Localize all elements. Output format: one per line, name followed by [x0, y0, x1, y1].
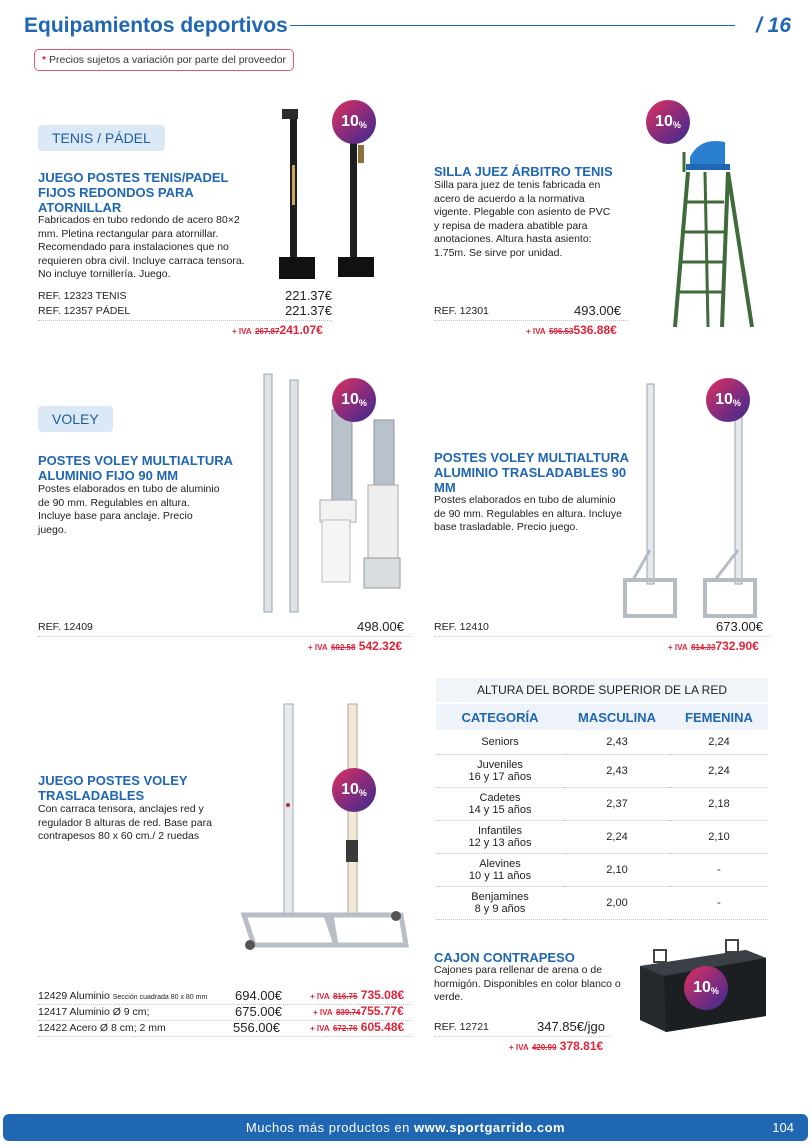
ref-code: REF. 12323 TENIS [38, 290, 127, 302]
price: 221.37€ [285, 288, 332, 303]
iva-label: + IVA [313, 1008, 333, 1017]
ref-detail: Sección cuadrada 80 x 80 mm [112, 994, 208, 1001]
iva-old-price: 672.76 [332, 1024, 358, 1033]
column-header: FEMENINA [685, 709, 753, 725]
volleyball-mobile-posts-image [615, 380, 775, 620]
page-number: 104 [772, 1120, 794, 1135]
table-row [436, 754, 768, 787]
divider [38, 320, 332, 321]
discount-badge [332, 378, 376, 422]
discount-badge [706, 378, 750, 422]
column-header: CATEGORÍA [461, 709, 539, 725]
price: 673.00€ [716, 619, 763, 634]
column-header: MASCULINA [578, 709, 656, 725]
discount-badge [684, 966, 728, 1010]
table-cell: 2,43 [564, 754, 670, 787]
category-age: 16 y 17 años [468, 770, 532, 783]
price: 221.37€ [285, 303, 332, 318]
iva-label: + IVA [310, 992, 330, 1001]
table-cell [436, 820, 564, 853]
badge-value: 10 [341, 391, 359, 408]
ref-code [38, 990, 207, 1002]
footer-website-link[interactable]: www.sportgarrido.com [413, 1120, 566, 1135]
product-description: Postes elaborados en tubo de aluminio de 90 mm. Regulables en altura. Incluye base para anclaje. Precio juego. [38, 483, 220, 536]
table-row [436, 820, 768, 853]
divider [434, 1036, 610, 1037]
table-cell: 2,24 [564, 820, 670, 853]
category-name: Seniors [481, 735, 519, 748]
table-row [436, 787, 768, 820]
category-name: Infantiles [477, 824, 523, 837]
iva-new-price: 605.48€ [360, 1020, 405, 1034]
table-cell: 2,00 [564, 886, 670, 919]
table-cell [436, 754, 564, 787]
category-name: Cadetes [479, 791, 521, 804]
category-name: Benjamines [471, 890, 529, 903]
iva-label: + IVA [308, 643, 328, 652]
iva-old-price: 267.87 [254, 327, 280, 336]
badge-pct: % [358, 119, 367, 130]
ref-code: REF. 12721 [434, 1021, 489, 1033]
price-note [34, 49, 294, 71]
badge-pct: % [710, 985, 719, 996]
badge-value: 10 [341, 781, 359, 798]
net-height-table-title: ALTURA DEL BORDE SUPERIOR DE LA RED [436, 678, 768, 702]
price-with-iva [232, 323, 323, 337]
price: 493.00€ [574, 303, 621, 318]
iva-new-price: 732.90€ [715, 639, 759, 653]
divider [38, 636, 412, 637]
page-title: Equipamientos deportivos [24, 14, 288, 37]
badge-pct: % [358, 787, 367, 798]
category-age: 10 y 11 años [468, 869, 532, 882]
volleyball-posts-set-image [236, 700, 416, 955]
note-text: Precios sujetos a variación por parte del proveedor [49, 54, 286, 66]
badge-pct: % [732, 397, 741, 408]
product-description: Cajones para rellenar de arena o de hormigón. Disponibles en color blanco o verde. [434, 964, 621, 1003]
table-cell: 2,43 [564, 730, 670, 754]
iva-label: + IVA [232, 327, 252, 336]
category-age: 8 y 9 años [474, 902, 526, 915]
price-with-iva [526, 323, 617, 337]
note-star: * [42, 54, 47, 66]
table-cell [436, 730, 564, 754]
table-row [436, 886, 768, 919]
iva-label: + IVA [668, 643, 688, 652]
product-title: JUEGO POSTES TENIS/PADEL FIJOS REDONDOS PARA ATORNILLAR [38, 170, 229, 215]
ref-code: 12417 Aluminio Ø 9 cm; [38, 1006, 150, 1018]
table-cell: 2,24 [670, 754, 768, 787]
product-title: CAJON CONTRAPESO [434, 950, 575, 965]
table-cell: 2,10 [670, 820, 768, 853]
product-description: Fabricados en tubo redondo de acero 80×2 mm. Pletina rectangular para atornillar. Recomendado para instalaciones que no requieren obra civil. Incluye carraca tensora. No incluye tornillería. Juego. [38, 214, 245, 280]
iva-old-price: 602.58 [330, 643, 356, 652]
product-title: POSTES VOLEY MULTIALTURA ALUMINIO FIJO 90 MM [38, 453, 233, 483]
iva-old-price: 420.90 [531, 1043, 557, 1052]
price: 675.00€ [235, 1004, 282, 1019]
net-height-table [436, 704, 768, 920]
iva-label: + IVA [526, 327, 546, 336]
iva-old-price: 596.53 [548, 327, 574, 336]
table-cell: - [670, 886, 768, 919]
divider [434, 636, 770, 637]
discount-badge [332, 768, 376, 812]
price-with-iva [310, 1020, 404, 1034]
iva-new-price: 241.07€ [279, 323, 323, 337]
price: 498.00€ [357, 619, 404, 634]
badge-value: 10 [693, 979, 711, 996]
section-page-number: / 16 [756, 14, 792, 37]
table-row [436, 853, 768, 886]
iva-old-price: 814.33 [690, 643, 716, 652]
iva-new-price: 536.88€ [573, 323, 617, 337]
footer-bar [3, 1114, 808, 1141]
iva-old-price: 816.75 [332, 992, 358, 1001]
iva-new-price: 542.32€ [358, 639, 403, 653]
divider [38, 1036, 412, 1037]
table-cell: 2,18 [670, 787, 768, 820]
category-name: Alevines [479, 857, 521, 870]
product-title: JUEGO POSTES VOLEY TRASLADABLES [38, 773, 188, 803]
umpire-chair-image [650, 112, 760, 337]
ref-code: 12422 Acero Ø 8 cm; 2 mm [38, 1022, 166, 1034]
iva-label: + IVA [509, 1043, 529, 1052]
price: 347.85€/jgo [537, 1019, 605, 1034]
badge-pct: % [672, 119, 681, 130]
category-age: 14 y 15 años [468, 803, 532, 816]
header-rule [290, 25, 735, 26]
badge-value: 10 [715, 391, 733, 408]
table-cell [436, 853, 564, 886]
price: 694.00€ [235, 988, 282, 1003]
product-title: SILLA JUEZ ÁRBITRO TENIS [434, 164, 613, 179]
ref-code: REF. 12409 [38, 621, 93, 633]
iva-old-price: 839.74 [335, 1008, 361, 1017]
ref-text: 12429 Aluminio [38, 990, 110, 1002]
product-description: Con carraca tensora, anclajes red y regulador 8 alturas de red. Base para contrapesos 80 x 60 cm./ 2 ruedas [38, 803, 212, 842]
product-description: Silla para juez de tenis fabricada en acero de acuerdo a la normativa vigente. Plegable con asiento de PVC y repisa de madera abatible para anotaciones. Altura hasta asiento: 1.75m. Se sirve por unidad. [434, 179, 611, 259]
badge-value: 10 [655, 113, 673, 130]
discount-badge [332, 100, 376, 144]
iva-new-price: 378.81€ [559, 1039, 604, 1053]
table-cell: 2,10 [564, 853, 670, 886]
category-name: Juveniles [477, 758, 523, 771]
badge-value: 10 [341, 113, 359, 130]
product-title: POSTES VOLEY MULTIALTURA ALUMINIO TRASLADABLES 90 MM [434, 450, 629, 495]
table-header-row [436, 704, 768, 730]
discount-badge [646, 100, 690, 144]
price: 556.00€ [233, 1020, 280, 1035]
table-row [436, 730, 768, 754]
iva-label: + IVA [310, 1024, 330, 1033]
table-cell: 2,24 [670, 730, 768, 754]
category-age: 12 y 13 años [468, 836, 532, 849]
footer-text [3, 1120, 808, 1135]
iva-new-price: 735.08€ [360, 988, 405, 1002]
category-tag-tenis: TENIS / PÁDEL [38, 125, 165, 151]
table-cell [436, 886, 564, 919]
price-with-iva [313, 1004, 404, 1018]
category-tag-voley: VOLEY [38, 406, 113, 432]
footer-prefix: Muchos más productos en [245, 1120, 414, 1135]
badge-pct: % [358, 397, 367, 408]
divider [434, 320, 628, 321]
price-with-iva [509, 1039, 603, 1053]
ref-code: REF. 12357 PÁDEL [38, 305, 131, 317]
ref-code: REF. 12410 [434, 621, 489, 633]
table-cell [436, 787, 564, 820]
price-with-iva [310, 988, 404, 1002]
price-with-iva [308, 639, 402, 653]
price-with-iva [668, 639, 759, 653]
table-cell: - [670, 853, 768, 886]
iva-new-price: 755.77€ [360, 1004, 404, 1018]
ref-code: REF. 12301 [434, 305, 489, 317]
table-cell: 2,37 [564, 787, 670, 820]
product-description: Postes elaborados en tubo de aluminio de 90 mm. Regulables en altura. Incluye base trasladable. Precio juego. [434, 494, 622, 533]
